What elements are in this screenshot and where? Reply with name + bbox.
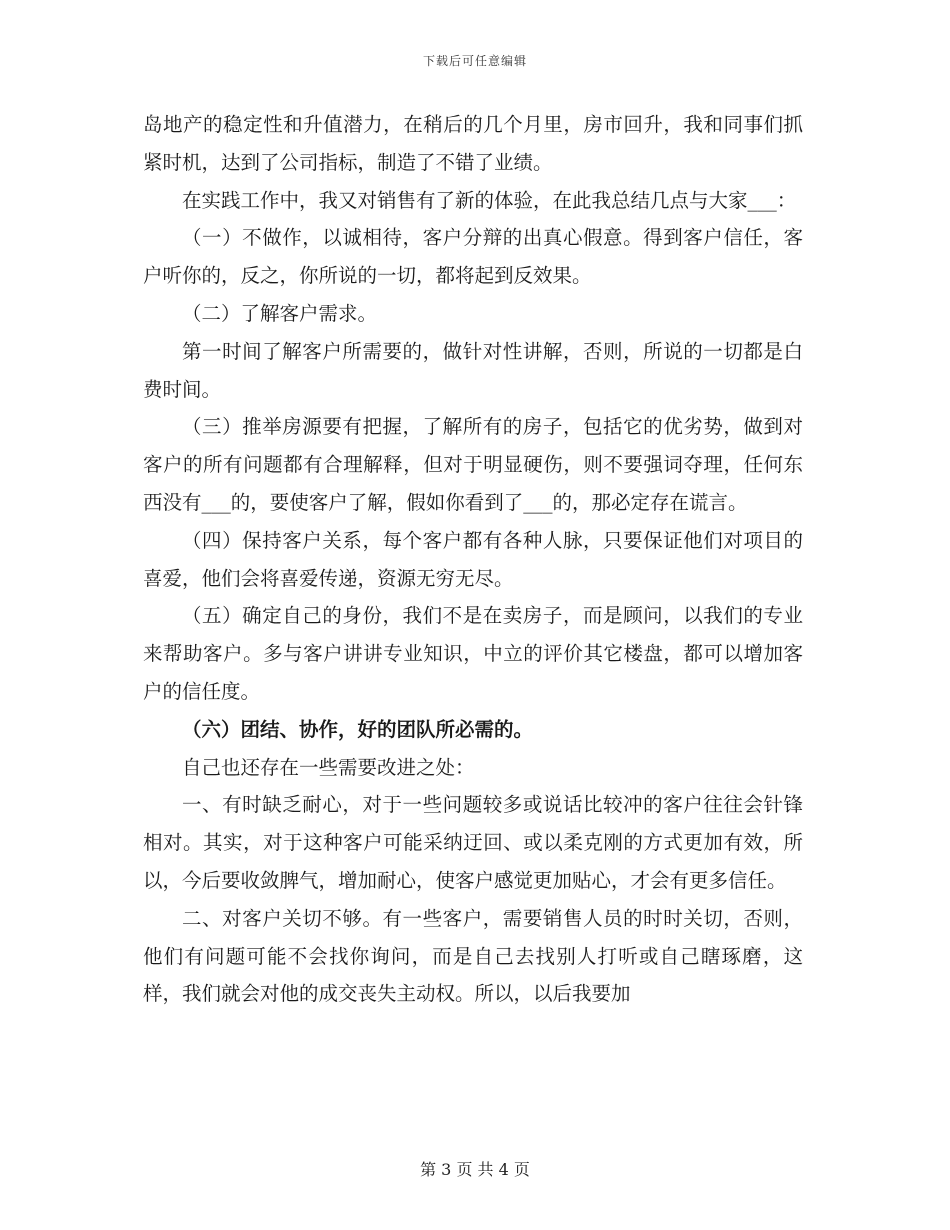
paragraph-point-2-body: 第一时间了解客户所需要的，做针对性讲解，否则，所说的一切都是白费时间。 [143,339,803,401]
paragraph-point-2-heading: （二）了解客户需求。 [182,301,378,325]
page-number-footer: 第 3 页 共 4 页 [420,1160,530,1179]
page-header: 下载后可任意编辑 [422,54,527,68]
paragraph-point-6: （六）团结、协作，好的团队所必需的。 [182,717,534,741]
paragraph-improvements-intro: 自己也还存在一些需要改进之处： [182,755,475,779]
paragraph-point-1: （一）不做作，以诚相待，客户分辩的出真心假意。得到客户信任，客户听你的，反之，你所说的一切，都将起到反效果。 [143,226,803,288]
paragraph-point-5: （五）确定自己的身份，我们不是在卖房子，而是顾问，以我们的专业来帮助客户。多与客户讲讲专业知识，中立的评价其它楼盘，都可以增加客户的信任度。 [143,604,803,703]
paragraph-continuation: 岛地产的稳定性和升值潜力，在稍后的几个月里，房市回升，我和同事们抓紧时机，达到了公司指标，制造了不错了业绩。 [143,113,803,174]
paragraph-improvement-2: 二、对客户关切不够。有一些客户，需要销售人员的时时关切，否则，他们有问题可能不会找你询问，而是自己去找别人打听或自己瞎琢磨，这样，我们就会对他的成交丧失主动权。所以，以后我要加 [143,906,803,1006]
paragraph-point-3: （三）推举房源要有把握，了解所有的房子，包括它的优劣势，做到对客户的所有问题都有合理解释，但对于明显硬伤，则不要强词夺理，任何东西没有___的，要使客户了解，假如你看到了___的，那必定存在谎言。 [143,415,803,514]
paragraph-improvement-1: 一、有时缺乏耐心，对于一些问题较多或说话比较冲的客户往往会针锋相对。其实，对于这种客户可能采纳迂回、或以柔克刚的方式更加有效，所以，今后要收敛脾气，增加耐心，使客户感觉更加贴心，才会有更多信任。 [143,793,803,892]
paragraph-point-4: （四）保持客户关系，每个客户都有各种人脉，只要保证他们对项目的喜爱，他们会将喜爱传递，资源无穷无尽。 [143,528,803,590]
document-body [143,106,803,1013]
paragraph-intro: 在实践工作中，我又对销售有了新的体验，在此我总结几点与大家___： [182,188,797,212]
